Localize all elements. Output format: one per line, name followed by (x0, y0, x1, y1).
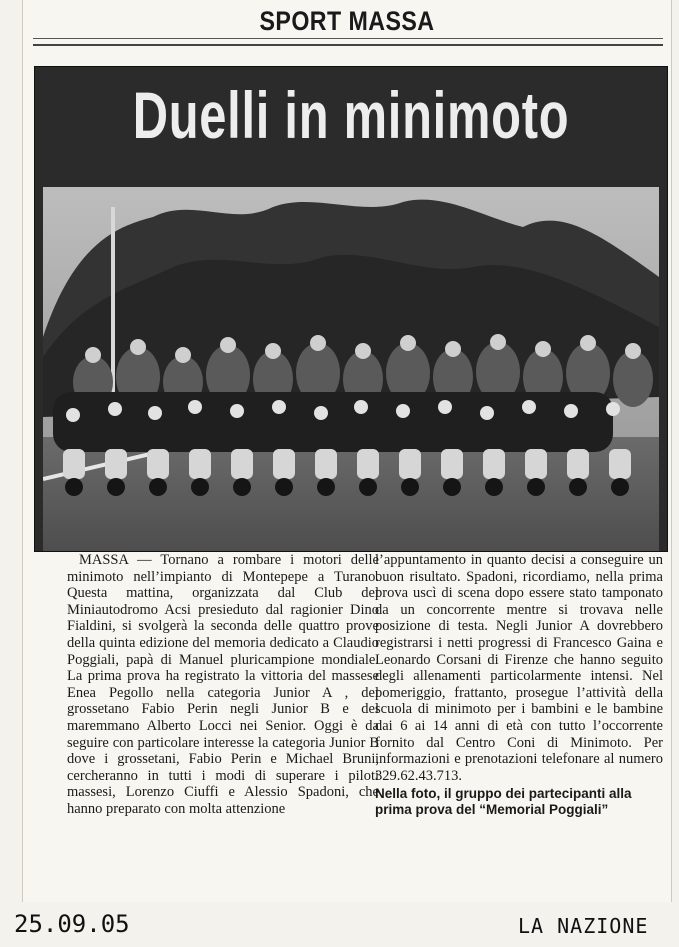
headline: Duelli in minimoto (132, 78, 570, 152)
section-rule-thick (33, 44, 663, 46)
group-photo (43, 187, 659, 552)
headline-photo-box (34, 66, 668, 552)
section-rule (33, 38, 663, 39)
newspaper-name: LA NAZIONE (518, 914, 649, 938)
section-title: SPORT MASSA (259, 6, 435, 36)
photo-caption: Nella foto, il gruppo dei partecipanti alla prima prova del “Memorial Poggiali” (375, 786, 632, 818)
article-text-right: l’appuntamento in quanto decisi a conseguire un buon risultato. Spadoni, ricordiamo, nella prima prova uscì di scena dopo essere stato tamponato da un concorrente mentre si trovava nelle posizione di testa. Negli Junior A dovrebbero registrarsi i netti progressi di Francesco Gaina e Leonardo Corsani di Firenze che hanno seguito degli allenamenti particolarmente intensi. Nel pomeriggio, frattanto, prosegue l’attività della scuola di minimoto per i bambini e le bambine dai 6 ai 14 anni di età con tutto l’occorrente fornito dal Centro Coni di Minimoto. Per informazioni e prenotazioni telefonare al numero 329.62.43.713. (375, 552, 663, 784)
article-column-right (375, 552, 663, 818)
handwritten-date: 25.09.05 (14, 910, 130, 938)
newspaper-clipping (22, 0, 672, 902)
article-column-left: MASSA — Tornano a rombare i motori delle minimoto nell’impianto di Montepepe a Turano. Questa mattina, organizzata dal Club del Miniautodromo Acsi presieduto dal ragionier Dino Fialdini, si svolgerà la seconda delle quattro prove della quinta edizione del memoria dedicato a Claudio Poggiali, papà di Manuel pluricampione mondiale. La prima prova ha registrato la vittoria del massese Enea Pegollo nella categoria Junior A , del grossetano Fabio Perin negli Junior B e del maremmano Alberto Locci nei Senior. Oggi è da seguire con particolare interesse la categoria Junior B dove i grossetani, Fabio Perin e Michael Bruni, cercheranno in tutti i modi di superare i piloti massesi, Lorenzo Ciuffi e Alessio Spadoni, che hanno preparato con molta attenzione (67, 552, 379, 817)
